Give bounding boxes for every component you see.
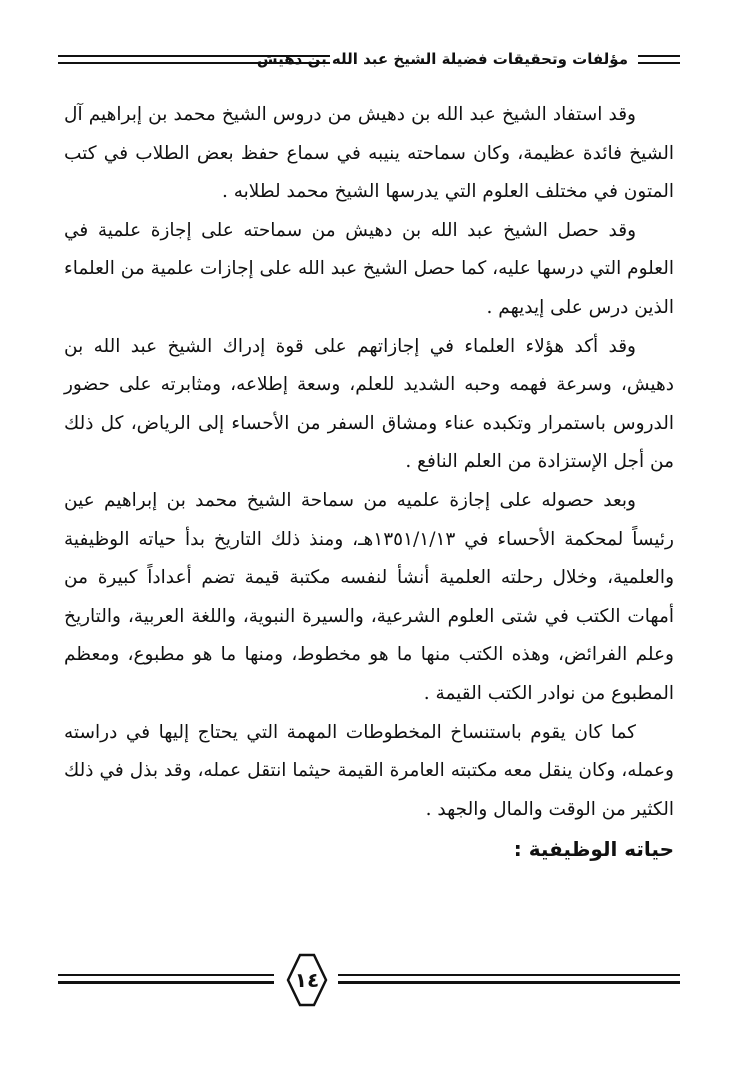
footer-rule-right <box>338 974 680 984</box>
paragraph: وقد استفاد الشيخ عبد الله بن دهيش من دروس الشيخ محمد بن إبراهيم آل الشيخ فائدة عظيمة، وكان سماحته ينيبه في سماع حفظ بعض الطلاب في كتب المتون في مختلف العلوم التي يدرسها الشيخ محمد لطلابه . <box>64 104 674 203</box>
footer-rule-left <box>58 974 274 984</box>
paragraph: كما كان يقوم باستنساخ المخطوطات المهمة التي يحتاج إليها في دراسته وعمله، وكان ينقل معه مكتبته العامرة القيمة حيثما انتقل عمله، وقد بذل في ذلك الكثير من الوقت والمال والجهد . <box>64 721 674 820</box>
running-title: مؤلفات وتحقيقات فضيلة الشيخ عبد الله بن دهيش <box>256 50 628 68</box>
paragraph: وقد أكد هؤلاء العلماء في إجازاتهم على قوة إدراك الشيخ عبد الله بن دهيش، وسرعة فهمه وحبه الشديد للعلم، وسعة إطلاعه، ومثابرته على حضور الدروس باستمرار وتكبده عناء ومشاق السفر من الأحساء إلى الرياض، كل ذلك من أجل الإستزادة من العلم النافع . <box>64 335 674 473</box>
page-body <box>64 96 674 869</box>
paragraph: وبعد حصوله على إجازة علميه من سماحة الشيخ محمد بن إبراهيم عين رئيساً لمحكمة الأحساء في ١٣٥١/١/١٣هـ، ومنذ ذلك التاريخ بدأ حياته الوظيفية والعلمية، وخلال رحلته العلمية أنشأ لنفسه مكتبة قيمة تضم أعداداً كبيرة من أمهات الكتب في شتى العلوم الشرعية، والسيرة النبوية، واللغة العربية، والتاريخ وعلم الفرائض، وهذه الكتب منها ما هو مخطوط، ومنها ما هو مطبوع، ومعظم المطبوع من نوادر الكتب القيمة . <box>64 489 674 704</box>
page-number-badge <box>278 952 336 1008</box>
section-heading: حياته الوظيفية : <box>513 837 674 862</box>
paragraph: وقد حصل الشيخ عبد الله بن دهيش من سماحته على إجازة علمية في العلوم التي درسها عليه، كما حصل الشيخ عبد الله على إجازات علمية من العلماء الذين درس على إيديهم . <box>64 219 674 318</box>
header-rule-right <box>638 55 680 64</box>
page-number: ١٤ <box>294 968 320 992</box>
page-footer <box>58 950 680 1010</box>
running-header <box>58 46 680 72</box>
